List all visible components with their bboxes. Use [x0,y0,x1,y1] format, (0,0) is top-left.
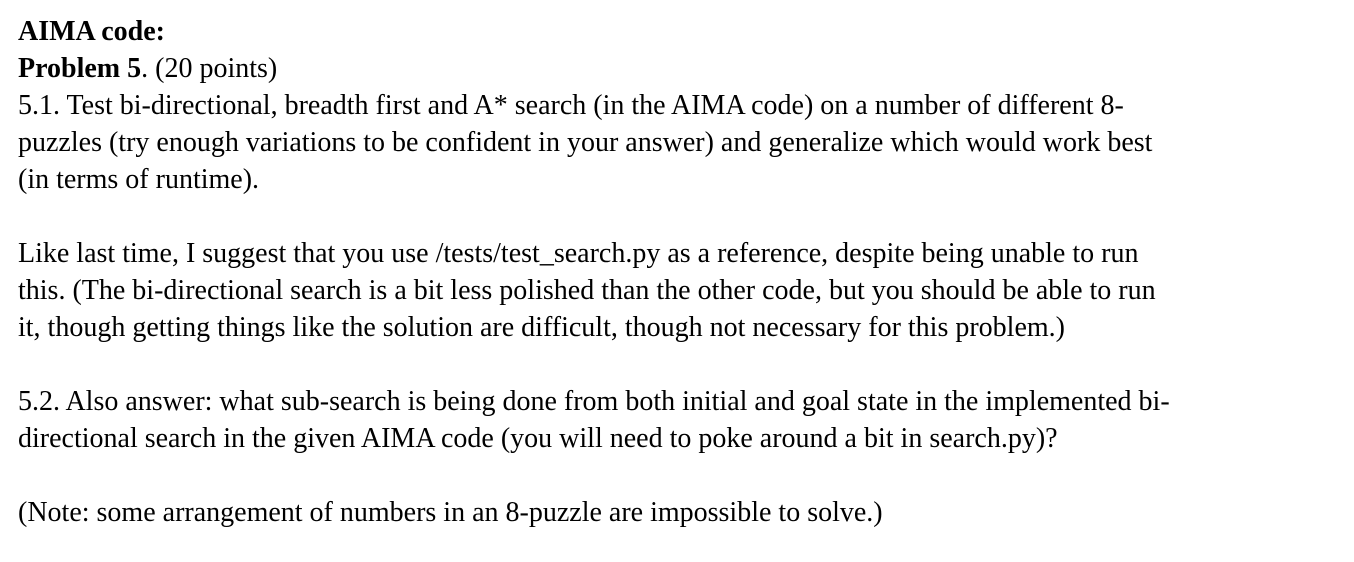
problem-title [18,50,1336,87]
question-5-2-line: directional search in the given AIMA code (you will need to poke around a bit in search.py)? [18,423,1058,454]
question-5-1-line: 5.1. Test bi-directional, breadth first and A* search (in the AIMA code) on a number of different 8- [18,90,1124,121]
note-paragraph: (Note: some arrangement of numbers in an 8-puzzle are impossible to solve.) [18,497,883,528]
question-5-1 [18,87,1336,198]
paragraph-gap [18,457,1336,494]
paragraph-gap [18,198,1336,235]
hint-line: it, though getting things like the solution are difficult, though not necessary for this problem.) [18,312,1065,343]
section-heading [18,13,1336,50]
question-5-2 [18,383,1336,457]
hint-line: Like last time, I suggest that you use /tests/test_search.py as a reference, despite being unable to run [18,238,1139,269]
problem-label: Problem 5 [18,53,142,84]
section-heading-text: AIMA code: [18,16,165,47]
question-5-2-line: 5.2. Also answer: what sub-search is being done from both initial and goal state in the implemented bi- [18,386,1170,417]
hint-paragraph [18,235,1336,346]
problem-points: . (20 points) [141,53,278,84]
question-5-1-line: puzzles (try enough variations to be confident in your answer) and generalize which would work best [18,127,1153,158]
hint-line: this. (The bi-directional search is a bit less polished than the other code, but you should be able to run [18,275,1156,306]
paragraph-gap [18,346,1336,383]
question-5-1-line: (in terms of runtime). [18,164,260,195]
